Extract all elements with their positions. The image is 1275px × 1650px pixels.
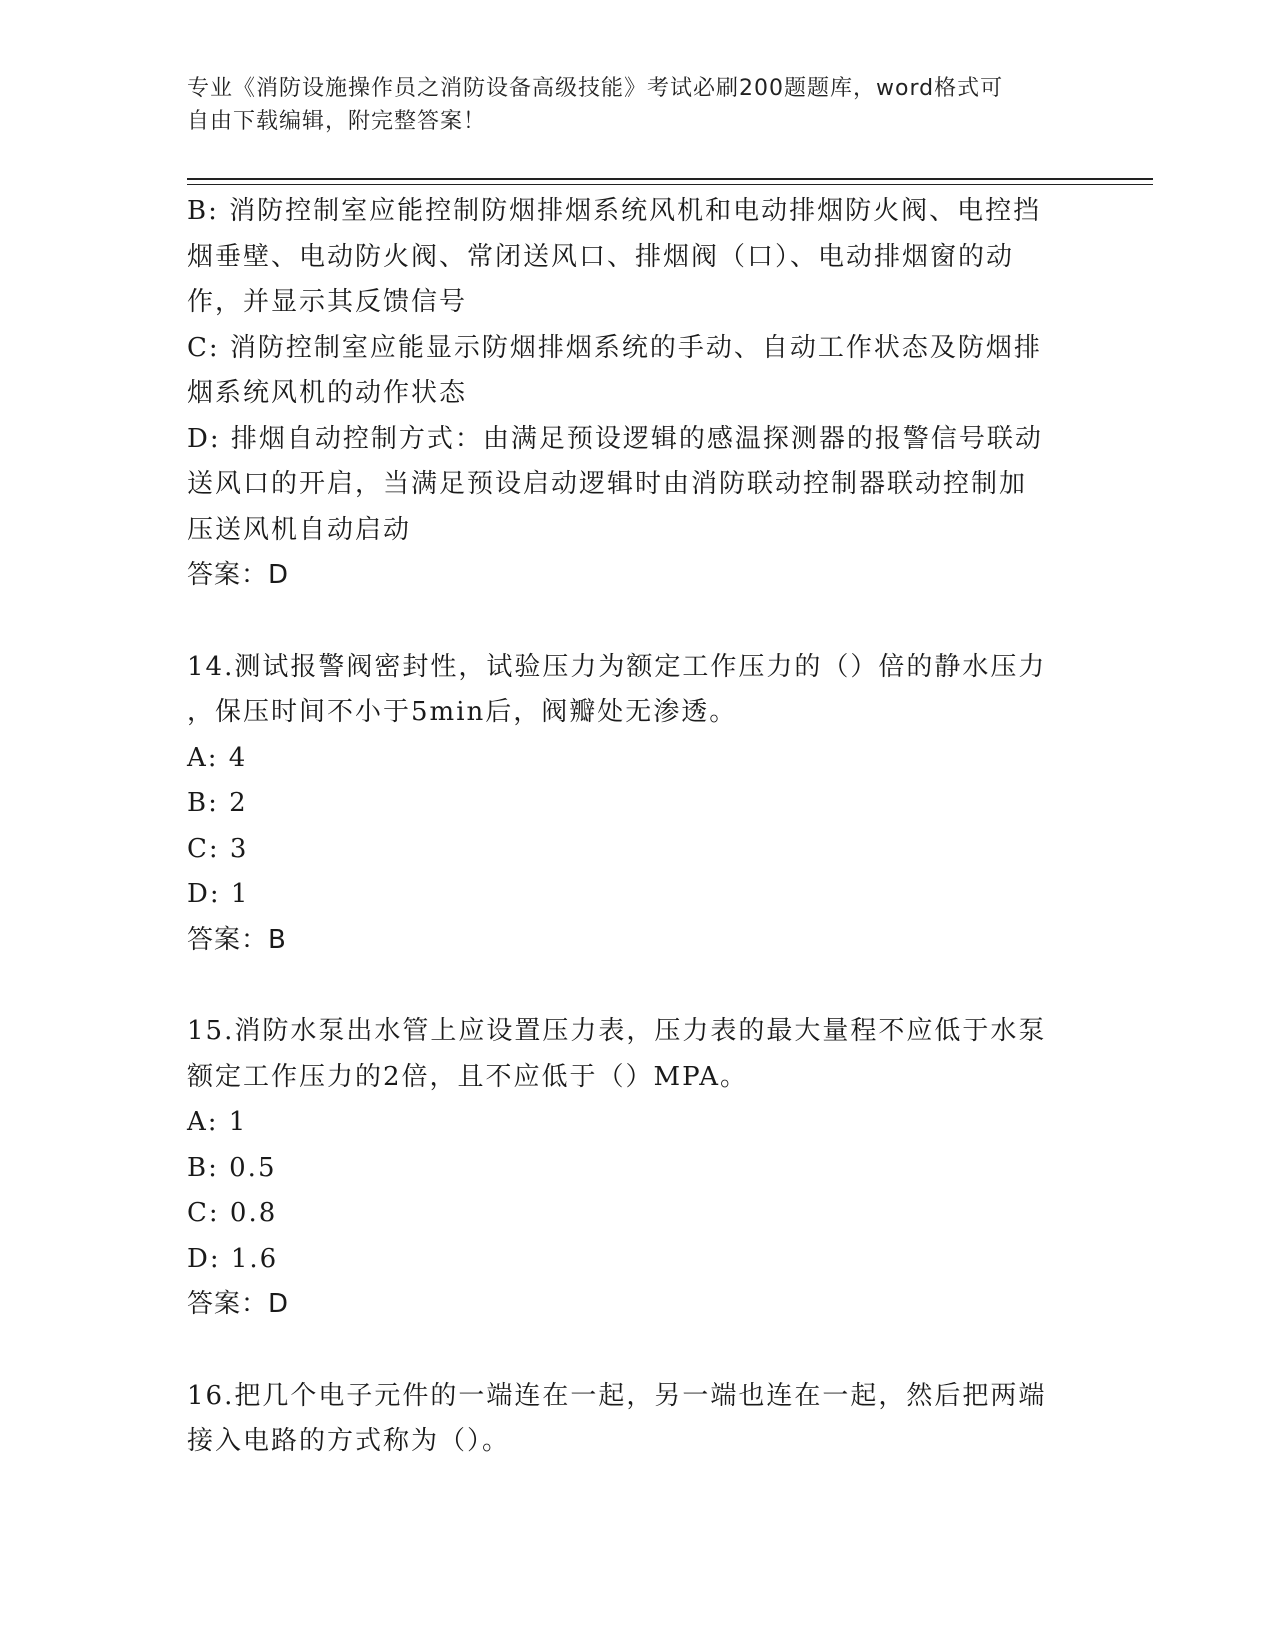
question-stem: 14.测试报警阀密封性，试验压力为额定工作压力的（）倍的静水压力	[187, 651, 1047, 682]
option-c: C: 3	[187, 833, 249, 864]
question-stem: 接入电路的方式称为（）。	[187, 1426, 511, 1456]
question-stem: ，保压时间不小于5min后，阀瓣处无渗透。	[187, 697, 738, 727]
option-line: B: 消防控制室应能控制防烟排烟系统风机和电动排烟防火阀、电控挡	[187, 196, 1042, 226]
option-d	[187, 417, 1082, 554]
prev-question	[187, 189, 1082, 599]
option-line: 烟垂壁、电动防火阀、常闭送风口、排烟阀（口）、电动排烟窗的动	[187, 241, 1015, 272]
option-d: D: 1	[187, 879, 250, 909]
option-d: D: 1.6	[187, 1243, 279, 1274]
question-stem: 16.把几个电子元件的一端连在一起，另一端也连在一起，然后把两端	[187, 1380, 1047, 1411]
option-b: B: 2	[187, 788, 248, 818]
option-line: 压送风机自动启动	[187, 514, 412, 545]
option-line: 作，并显示其反馈信号	[187, 287, 468, 317]
page-header	[187, 72, 1067, 138]
option-line: 送风口的开启，当满足预设启动逻辑时由消防联动控制器联动控制加	[187, 469, 1028, 499]
question-15	[187, 1009, 1082, 1328]
header-divider-thick	[187, 178, 1153, 180]
question-16	[187, 1374, 1082, 1465]
option-line: C: 消防控制室应能显示防烟排烟系统的手动、自动工作状态及防烟排	[187, 332, 1042, 363]
option-line: 烟系统风机的动作状态	[187, 378, 468, 408]
question-stem: 额定工作压力的2倍，且不应低于（）MPA。	[187, 1061, 749, 1092]
answer-line: 答案：B	[187, 924, 287, 955]
option-line: D: 排烟自动控制方式：由满足预设逻辑的感温探测器的报警信号联动	[187, 423, 1043, 454]
option-a: A: 1	[187, 1107, 248, 1137]
option-c	[187, 326, 1082, 417]
answer-line: 答案：D	[187, 1289, 290, 1319]
header-line: 专业《消防设施操作员之消防设备高级技能》考试必刷200题题库，word格式可	[187, 76, 1004, 101]
header-divider-thin	[187, 184, 1153, 185]
spacer	[187, 1328, 1082, 1374]
spacer	[187, 599, 1082, 645]
option-b	[187, 189, 1082, 326]
document-body	[187, 189, 1082, 1465]
option-c: C: 0.8	[187, 1198, 278, 1228]
spacer	[187, 963, 1082, 1009]
option-b: B: 0.5	[187, 1152, 277, 1183]
option-a: A: 4	[187, 742, 248, 773]
question-stem: 15.消防水泵出水管上应设置压力表，压力表的最大量程不应低于水泵	[187, 1016, 1047, 1046]
header-line: 自由下载编辑，附完整答案！	[187, 109, 487, 134]
answer-line: 答案：D	[187, 560, 290, 590]
question-14	[187, 645, 1082, 964]
